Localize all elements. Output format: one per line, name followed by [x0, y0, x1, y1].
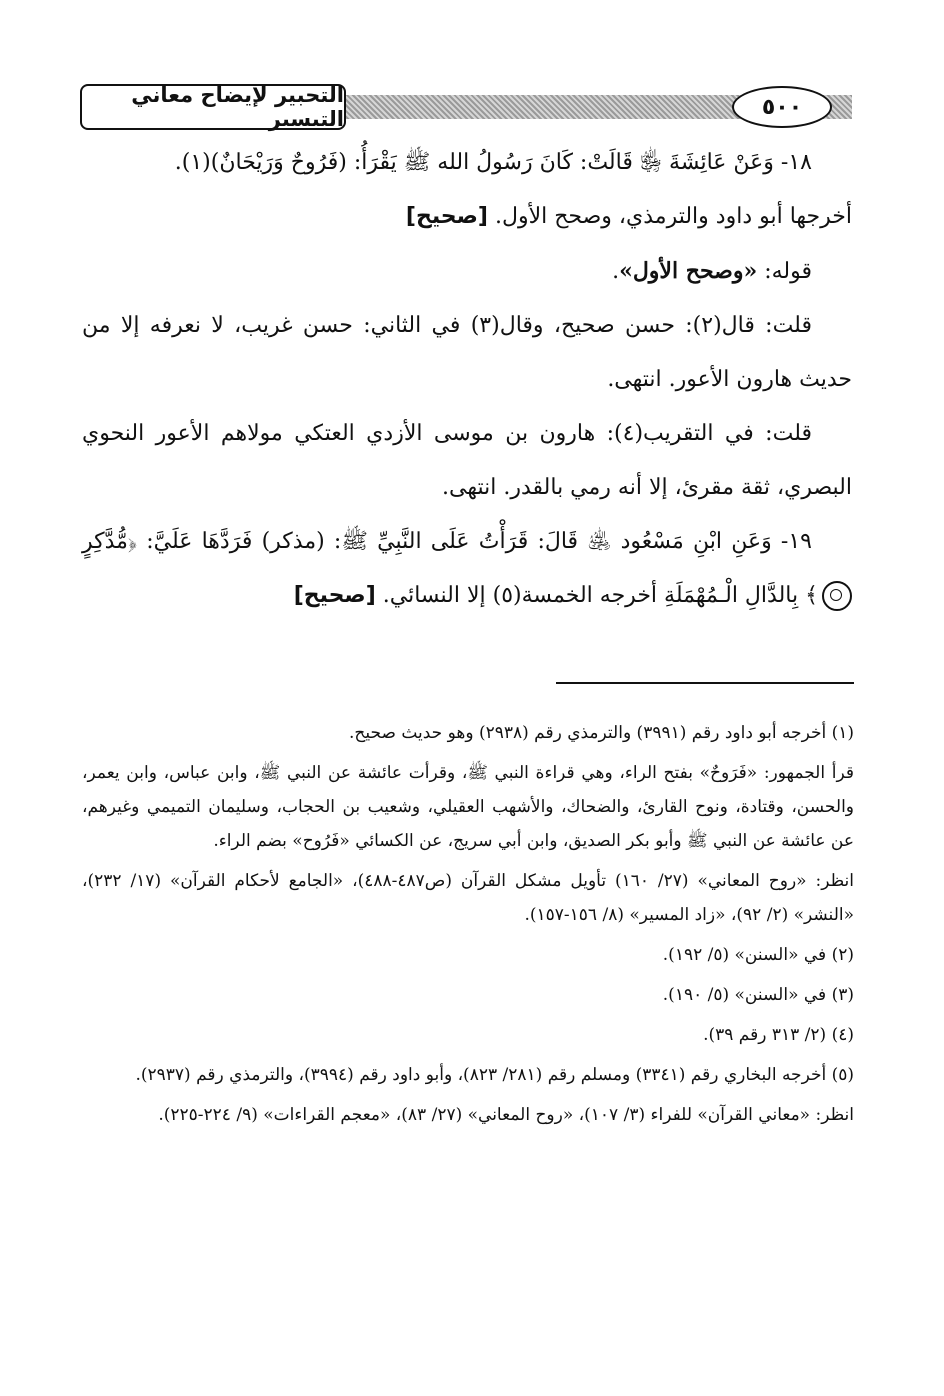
- commentary-qultu-2: قلت: في التقريب(٤): هارون بن موسى الأزدي العتكي مولاهم الأعور النحوي البصري، ثقة مقرئ، إلا أنه رمي بالقدر. انتهى.: [82, 421, 852, 500]
- hadith-18: [82, 136, 852, 190]
- commentary-qawluh: [82, 244, 852, 299]
- hadith-19-continuation: ﴾ بِالدَّالِ الْـمُهْمَلَةِ أخرجه الخمسة(٥) إلا النسائي.: [382, 583, 818, 608]
- takhrij-text: أخرجها أبو داود والترمذي، وصحح الأول.: [494, 204, 852, 229]
- hadith-19-text: ١٩- وَعَنِ ابْنِ مَسْعُود ﵁ قَالَ: قَرَأْتُ عَلَى النَّبِيِّ ﷺ: (مذكر) فَرَدَّهَا عَلَيَّ: ﴿مُّدَّكِرٍ: [82, 529, 812, 554]
- footnote-1-reading: قرأ الجمهور: «فَرَوحٌ» بفتح الراء، وهي قراءة النبي ﷺ، وقرأت عائشة عن النبي ﷺ، وابن عباس، وابن يعمر، والحسن، وقتادة، ونوح القارئ، والضحاك، والأشهب العقيلي، وشعيب بن الحجاب، وسليمان التميمي وغيرهم، عن عائشة عن النبي ﷺ وأبو بكر الصديق، وابن أبي سريج، عن الكسائي «فَرُوح» بضم الراء.: [82, 763, 854, 851]
- main-text: [82, 136, 852, 623]
- footnote-4: (٤) (٢/ ٣١٣ رقم ٣٩).: [703, 1025, 854, 1045]
- book-title: التحبير لإيضاح معاني التيسير: [80, 84, 346, 130]
- footnote-3: (٣) في «السنن» (٥/ ١٩٠).: [662, 985, 854, 1005]
- footnote-1-refs: انظر: «روح المعاني» (٢٧/ ١٦٠) تأويل مشكل القرآن (ص٤٨٧-٤٨٨)، «الجامع لأحكام القرآن» (١٧/ ٢٣٢)، «النشر» (٢/ ٩٢)، «زاد المسير» (٨/ ١٥٦-١٥٧).: [82, 871, 854, 925]
- page-header: [80, 84, 852, 130]
- qawluh-suffix: .: [612, 259, 620, 284]
- footnote-1: (١) أخرجه أبو داود رقم (٣٩٩١) والترمذي رقم (٢٩٣٨) وهو حديث صحيح.: [349, 723, 854, 743]
- commentary-qultu-1: قلت: قال(٢): حسن صحيح، وقال(٣) في الثاني: حسن غريب، لا نعرفه إلا من حديث هارون الأعور. انتهى.: [82, 313, 852, 392]
- footnote-5: (٥) أخرجه البخاري رقم (٣٣٤١) ومسلم رقم (٢٨١/ ٨٢٣)، وأبو داود رقم (٣٩٩٤)، والترمذي رقم (٢٩٣٧).: [135, 1065, 854, 1085]
- footnote-separator: [556, 682, 854, 684]
- hadith-19: [82, 515, 852, 623]
- qawluh-prefix: قوله:: [757, 259, 812, 284]
- qawluh-quote: «وصحح الأول»: [619, 258, 758, 284]
- footnote-5-refs: انظر: «معاني القرآن» للفراء (٣/ ١٠٧)، «روح المعاني» (٢٧/ ٨٣)، «معجم القراءات» (٩/ ٢٢٤-٢٢٥).: [158, 1105, 854, 1125]
- verse-end-icon: [822, 581, 852, 611]
- hadith-18-text: ١٨- وَعَنْ عَائِشَةَ ﵂ قَالَتْ: كَانَ رَسُولُ الله ﷺ يَقْرَأُ: (فَرُوحٌ وَرَيْحَانٌ)(١).: [174, 150, 812, 175]
- footnotes: [82, 716, 854, 1132]
- grade-badge: [صحيح]: [405, 204, 488, 229]
- hadith-18-takhrij: [82, 190, 852, 244]
- footnote-2: (٢) في «السنن» (٥/ ١٩٢).: [662, 945, 854, 965]
- grade-badge: [صحيح]: [293, 583, 376, 608]
- page-number: ٥٠٠: [732, 86, 832, 128]
